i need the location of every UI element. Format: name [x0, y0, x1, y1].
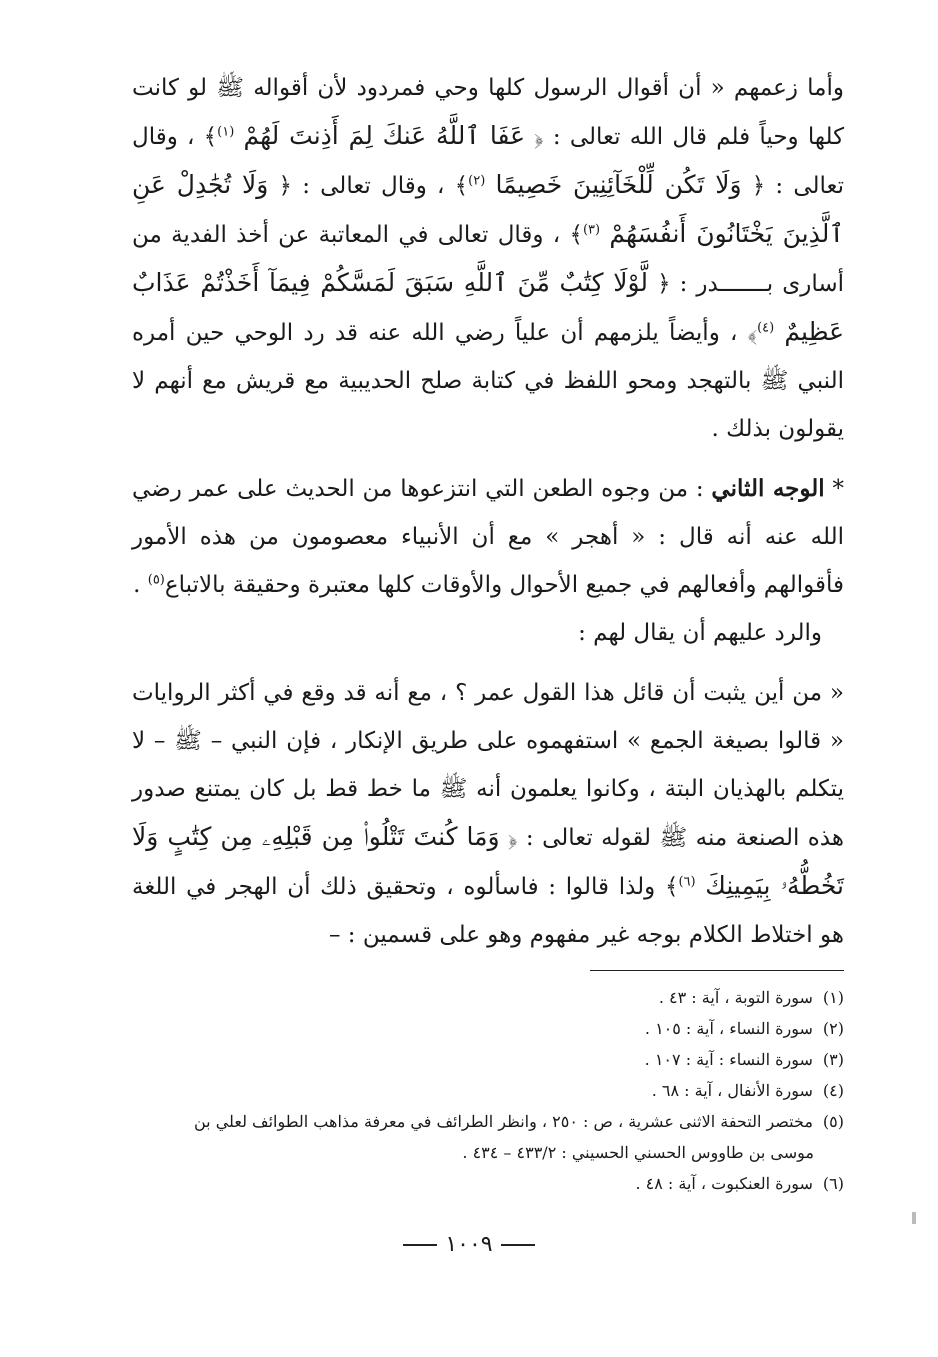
footnote-number: (٦): [822, 1174, 844, 1193]
footnote-4: [132, 1075, 844, 1106]
footnote-ref: (٣): [582, 222, 601, 238]
footnote-text: مختصر التحفة الاثنى عشرية ، ص : ٢٥٠ ، وانظر الطرائف في معرفة مذاهب الطوائف لعلي بن: [194, 1112, 813, 1131]
text-run: ﴾ ، وأيضاً يلزمهم أن علياً رضي الله عنه قد رد الوحي حين أمره النبي ﷺ بالتهجد ومحو اللفظ في كتابة صلح الحديبية مع قريش مع أنهم لا يقولون بذلك .: [132, 320, 844, 442]
footnote-number: (١): [822, 988, 844, 1007]
paragraph-2: [132, 465, 844, 609]
footnote-3: [132, 1044, 844, 1075]
footnote-ref: (٥): [147, 572, 165, 588]
page-number-text: ١٠٠٩: [445, 1232, 493, 1257]
section-heading: الوجه الثاني: [711, 475, 825, 502]
footnote-2: [132, 1013, 844, 1044]
footnote-text: سورة النساء : آية : ١٠٧ .: [644, 1050, 813, 1069]
footnote-text: سورة العنكبوت ، آية : ٤٨ .: [635, 1174, 813, 1193]
footnote-number: (٣): [822, 1050, 844, 1069]
footnote-separator: [590, 970, 844, 971]
text-run: ﴾ ، وقال تعالى في المعاتبة عن أخذ الفدية من أسارى بـــــــدر : ﴿: [132, 222, 845, 297]
text-run: ﴾ ولذا قالوا : فاسألوه ، وتحقيق ذلك أن الهجر في اللغة هو اختلاط الكلام بوجه غير مفهوم وهو على قسمين : –: [132, 874, 844, 948]
footnote-text: سورة التوبة ، آية : ٤٣ .: [658, 988, 813, 1007]
quran-verse: لَّوْلَا كِتَٰبٌ مِّنَ ٱللَّهِ سَبَقَ لَمَسَّكُمْ فِيمَآ أَخَذْتُمْ عَذَابٌ عَظِيمٌ: [132, 268, 845, 346]
footnote-number: (٤): [822, 1081, 844, 1100]
footnote-ref: (٢): [468, 173, 486, 189]
footnote-text: سورة الأنفال ، آية : ٦٨ .: [651, 1081, 813, 1100]
body-text: [132, 64, 844, 959]
footnote-1: [132, 982, 844, 1013]
quran-verse: وَمَا كُنتَ تَتْلُوا۟ مِن قَبْلِهِۦ مِن كِتَٰبٍ وَلَا تَخُطُّهُۥ بِيَمِينِكَ: [132, 822, 844, 900]
page-number: [0, 1232, 938, 1257]
footnote-5-continuation: موسى بن طاووس الحسني الحسيني : ٤٣٣/٢ – ٤٣٤ .: [462, 1143, 814, 1162]
star-marker: *: [824, 476, 844, 502]
paragraph-1: [132, 64, 844, 453]
dash-decoration: [501, 1244, 535, 1246]
scan-edge-mark: [912, 1212, 916, 1224]
footnote-number: (٥): [822, 1112, 844, 1131]
quran-verse: وَلَا تَكُن لِّلْخَآئِنِينَ خَصِيمًا: [495, 170, 742, 199]
text-run: : من وجوه الطعن التي انتزعوها من الحديث على عمر رضي الله عنه أنه قال : « أهجر » مع أن الأنبياء معصومون من هذه الأمور فأقوالهم وأفعالهم في جميع الأحوال والأوقات كلها معتبرة وحقيقة بالاتباع: [132, 476, 844, 598]
footnote-ref: (١): [217, 124, 235, 140]
dash-decoration: [403, 1244, 437, 1246]
text-run: « من أين يثبت أن قائل هذا القول عمر ؟ ، مع أنه قد وقع في أكثر الروايات « قالوا بصيغة الجمع » استفهموه على طريق الإنكار ، فإن النبي – ﷺ – لا يتكلم بالهذيان البتة ، وكانوا يعلمون أنه ﷺ ما خط قط بل كان يمتنع صدور هذه الصنعة منه ﷺ لقوله تعالى : ﴿: [132, 680, 844, 851]
text-run: ﴾ ، وقال تعالى : ﴿: [132, 124, 845, 199]
paragraph-4: [132, 669, 844, 959]
text-run: ﴾ ، وقال تعالى : ﴿: [278, 173, 469, 199]
quran-verse: وَلَا تُجَٰدِلْ عَنِ ٱلَّذِينَ يَخْتَانُونَ أَنفُسَهُمْ: [132, 170, 845, 248]
quran-verse: عَفَا ٱللَّهُ عَنكَ لِمَ أَذِنتَ لَهُمْ: [243, 121, 526, 150]
text-run: .: [133, 572, 148, 598]
text-run: وأما زعمهم « أن أقوال الرسول كلها وحي فمردود لأن أقواله ﷺ لو كانت كلها وحياً فلم قال الله تعالى : ﴿: [132, 75, 845, 150]
footnote-ref: (٦): [678, 874, 696, 890]
footnote-text: سورة النساء ، آية : ١٠٥ .: [644, 1019, 813, 1038]
footnote-6: [132, 1168, 844, 1199]
footnote-ref: (٤): [757, 320, 775, 336]
paragraph-3: والرد عليهم أن يقال لهم :: [578, 620, 822, 646]
footnote-5: [132, 1106, 844, 1137]
footnote-number: (٢): [822, 1019, 844, 1038]
footnotes: [132, 982, 844, 1199]
